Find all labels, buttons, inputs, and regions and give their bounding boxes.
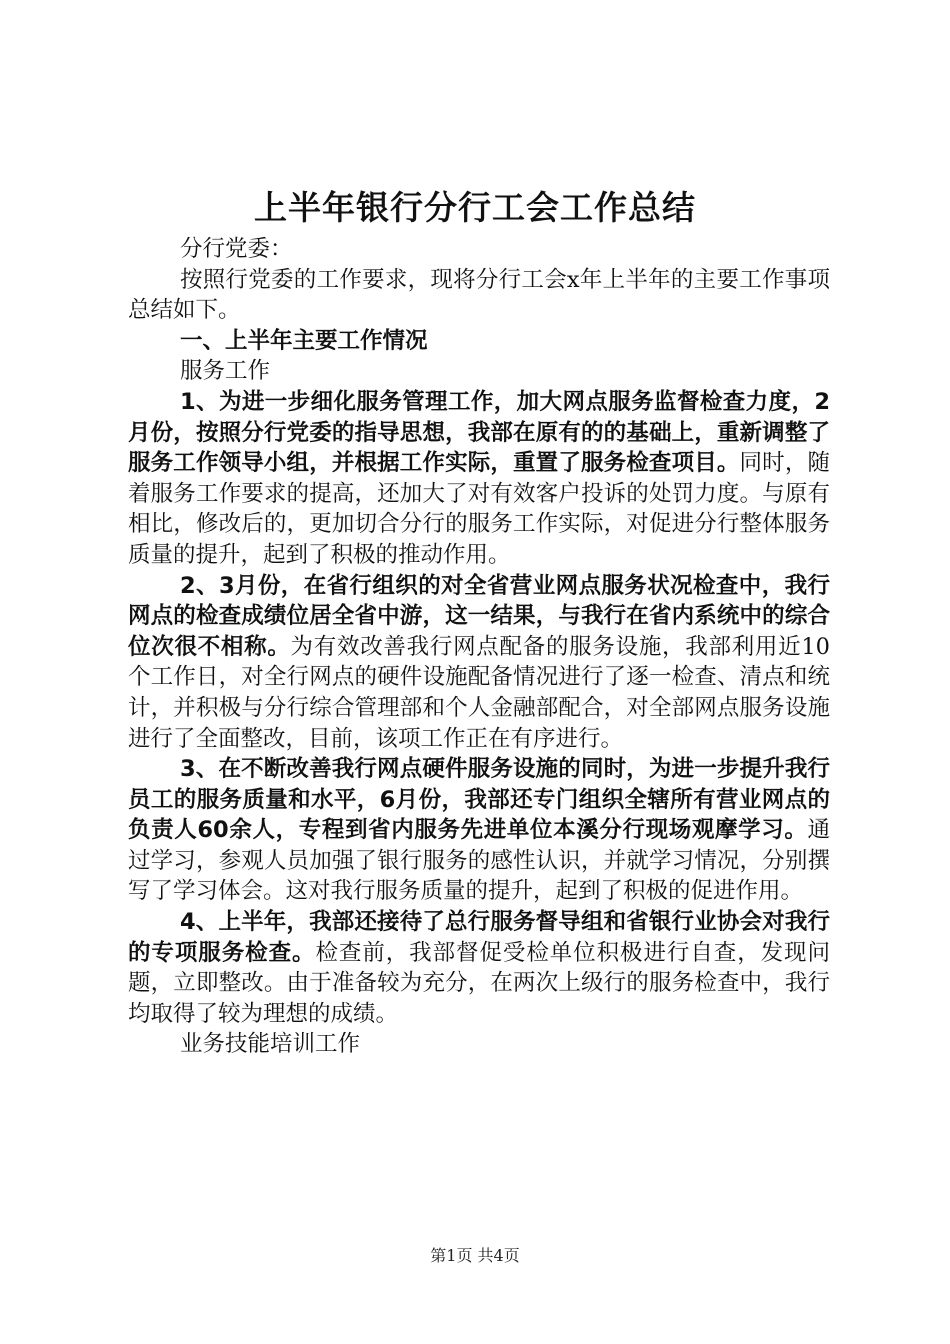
item-paragraph — [128, 754, 830, 907]
salutation: 分行党委： — [180, 236, 293, 262]
item-body-text: 为有效改善我行网点配备的服务设施，我部利用近10个工作日，对全行网点的硬件设施配备情况进行了逐一检查、清点和统计，并积极与分行综合管理部和个人金融部配合，对全部网点服务设施进行了全面整改，目前，该项工作正在有序进行。 — [128, 633, 830, 752]
section-heading: 一、上半年主要工作情况 — [180, 327, 428, 354]
item-lead-text: 1、为进一步细化服务管理工作，加大网点服务监督检查力度，2月份，按照分行党委的指导思想，我部在原有的的基础上，重新调整了服务工作领导小组，并根据工作实际，重置了服务检查项目。 — [128, 388, 830, 477]
page-footer: 第1页 共4页 — [430, 1246, 520, 1265]
intro-paragraph: 按照行党委的工作要求，现将分行工会x年上半年的主要工作事项总结如下。 — [128, 266, 830, 324]
item-lead-text: 3、在不断改善我行网点硬件服务设施的同时，为进一步提升我行员工的服务质量和水平，6月份，我部还专门组织全辖所有营业网点的负责人60余人，专程到省内服务先进单位本溪分行现场观摩学习。 — [128, 756, 830, 844]
subsection-heading-service: 服务工作 — [180, 358, 271, 385]
item-paragraph — [128, 387, 830, 571]
document-body — [128, 234, 830, 1060]
item-lead-text: 2、3月份，在省行组织的对全省营业网点服务状况检查中，我行网点的检查成绩位居全省中游，这一结果，与我行在省内系统中的综合位次很不相称。 — [128, 572, 830, 660]
item-body-text: 同时，随着服务工作要求的提高，还加大了对有效客户投诉的处罚力度。与原有相比，修改后的，更加切合分行的服务工作实际，对促进分行整体服务质量的提升，起到了积极的推动作用。 — [128, 450, 830, 568]
subsection-heading-training: 业务技能培训工作 — [180, 1031, 361, 1058]
item-paragraph — [128, 907, 830, 1029]
document-title: 上半年银行分行工会工作总结 — [254, 188, 696, 227]
item-lead-text: 4、上半年，我部还接待了总行服务督导组和省银行业协会对我行的专项服务检查。 — [128, 909, 830, 966]
item-body-text: 通过学习，参观人员加强了银行服务的感性认识，并就学习情况，分别撰写了学习体会。这对我行服务质量的提升，起到了积极的促进作用。 — [128, 817, 830, 905]
item-body-text: 检查前，我部督促受检单位积极进行自查，发现问题，立即整改。由于准备较为充分，在两次上级行的服务检查中，我行均取得了较为理想的成绩。 — [128, 939, 830, 1027]
item-paragraph — [128, 571, 830, 755]
